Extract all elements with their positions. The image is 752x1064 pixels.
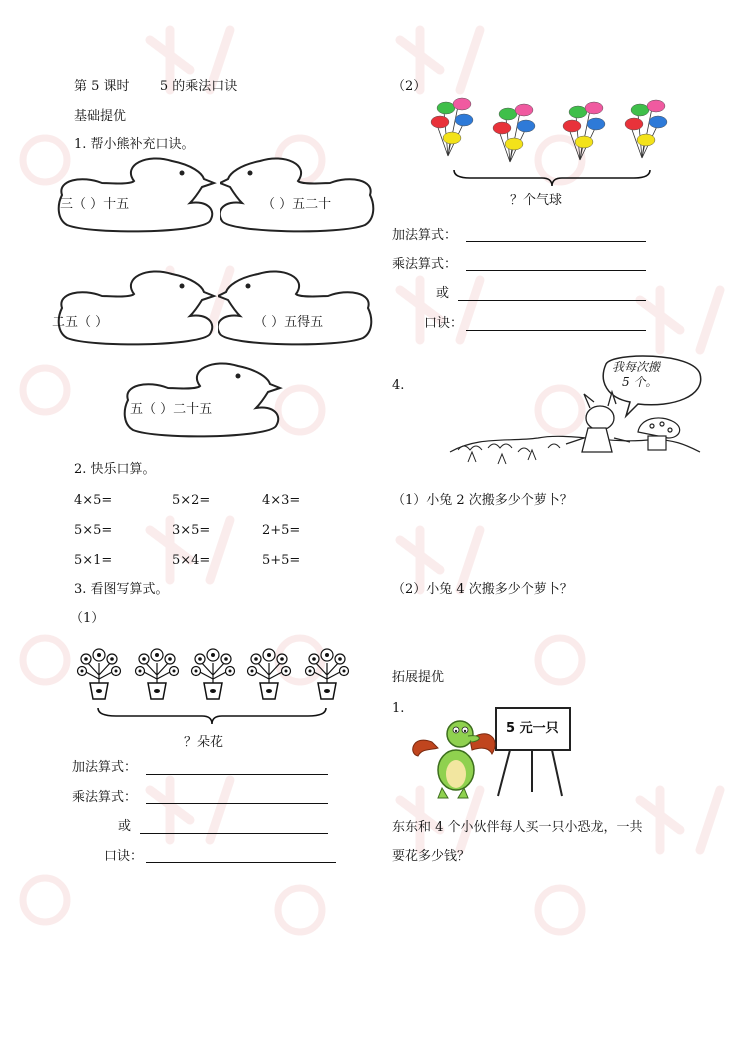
speech-line-2: 5 个。 (622, 375, 658, 389)
mul-alt-answer-line[interactable] (140, 833, 328, 834)
rhyme-answer-line-2[interactable] (466, 330, 646, 331)
duck-card-4 (218, 268, 378, 348)
mul-label-2: 乘法算式： (392, 257, 458, 272)
flower-pots-picture (74, 645, 354, 705)
q3-title: 3. 看图写算式。 (74, 582, 169, 597)
mul-answer-line[interactable] (146, 803, 328, 804)
q3-part2-label: （2） (392, 79, 427, 94)
mul-alt-answer-line-2[interactable] (458, 300, 646, 301)
add-label: 加法算式： (72, 760, 138, 775)
section-ext-title: 拓展提优 (392, 670, 445, 685)
or-label: 或 (118, 819, 132, 834)
flower-pot-icon (192, 649, 235, 699)
q4-label: 4. (392, 378, 405, 393)
duck-card-5 (118, 360, 288, 440)
price-sign-text: 5 元一只 (506, 721, 559, 736)
ext1-label: 1. (392, 701, 405, 716)
flower-pot-icon (248, 649, 291, 699)
lesson-number: 第 5 课时 (74, 79, 130, 94)
add-answer-line[interactable] (146, 774, 328, 775)
mul-label: 乘法算式： (72, 790, 138, 805)
calc-item: 5+5= (262, 553, 301, 568)
calc-item: 4×5= (74, 493, 113, 508)
rhyme-label-2: 口诀： (424, 316, 464, 331)
balloon-bunches-picture (428, 90, 678, 170)
duck-card-3 (52, 268, 222, 348)
lesson-topic: 5 的乘法口诀 (159, 79, 238, 94)
section-basic-title: 基础提优 (74, 109, 127, 124)
speech-line-1: 我每次搬 (612, 360, 661, 374)
calc-item: 3×5= (172, 523, 211, 538)
mul-answer-line-2[interactable] (466, 270, 646, 271)
duck-2-rhyme: （ ）五二十 (262, 197, 332, 212)
add-answer-line-2[interactable] (466, 241, 646, 242)
duck-outline-icon (218, 268, 378, 348)
calc-item: 4×3= (262, 493, 301, 508)
q3-part1-label: （1） (70, 611, 105, 626)
q2-title: 2. 快乐口算。 (74, 462, 156, 477)
calc-item: 5×5= (74, 523, 113, 538)
calc-item: 5×1= (74, 553, 113, 568)
flower-pot-icon (306, 649, 349, 699)
q4-sub1: （1）小兔 2 次搬多少个萝卜？ (392, 493, 573, 508)
ext1-question-line2: 要花多少钱？ (392, 849, 471, 864)
calc-item: 5×4= (172, 553, 211, 568)
balloon-bunch-icon (563, 102, 605, 160)
or-label-2: 或 (436, 286, 450, 301)
rhyme-answer-line[interactable] (146, 862, 336, 863)
flower-pot-icon (78, 649, 121, 699)
balloon-bunch-icon (431, 98, 473, 156)
ext1-question-line1: 东东和 4 个小伙伴每人买一只小恐龙，一共 (392, 820, 643, 835)
add-label-2: 加法算式： (392, 228, 458, 243)
calc-item: 5×2= (172, 493, 211, 508)
speech-text (612, 360, 660, 390)
duck-3-rhyme: 二五（ ） (52, 315, 109, 330)
q4-sub2: （2）小兔 4 次搬多少个萝卜？ (392, 582, 573, 597)
duck-1-rhyme: 三（ ）十五 (60, 197, 130, 212)
duck-4-rhyme: （ ）五得五 (254, 315, 324, 330)
duck-card-1 (52, 155, 222, 235)
flower-pot-icon (136, 649, 179, 699)
calc-item: 2+5= (262, 523, 301, 538)
duck-outline-icon (220, 155, 380, 235)
rabbit-scene-picture (448, 352, 702, 474)
brace-icon (452, 168, 652, 190)
balloon-bunch-icon (493, 104, 535, 162)
brace-icon (96, 706, 328, 728)
duck-outline-icon (52, 268, 222, 348)
q1-title: 1. 帮小熊补充口诀。 (74, 137, 195, 152)
dinosaur-wing-icon (413, 740, 438, 756)
duck-outline-icon (52, 155, 222, 235)
duck-card-2 (220, 155, 380, 235)
flower-caption: ？朵花 (184, 735, 224, 750)
balloon-caption: ？个气球 (510, 193, 563, 208)
duck-5-rhyme: 五（ ）二十五 (130, 402, 213, 417)
duck-outline-icon (118, 360, 288, 440)
balloon-bunch-icon (625, 100, 667, 158)
lesson-header (74, 79, 237, 95)
rhyme-label: 口诀： (104, 849, 144, 864)
